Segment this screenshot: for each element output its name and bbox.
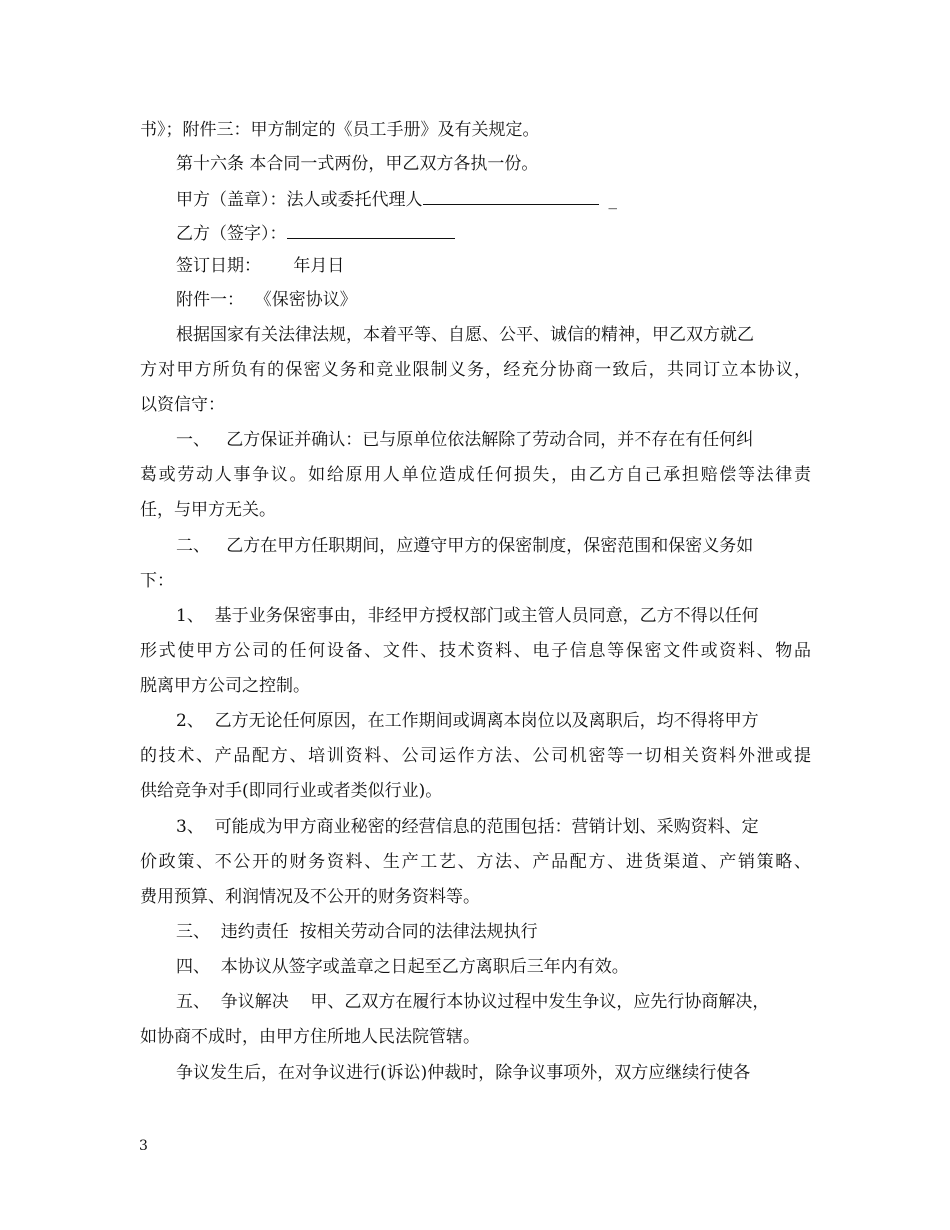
text-line: 争议发生后，在对争议进行(诉讼)仲裁时，除争议事项外，双方应继续行使各 bbox=[176, 1063, 751, 1083]
signature-line-party-b bbox=[176, 222, 455, 244]
text-line: 葛或劳动人事争议。如给原用人单位造成任何损失，由乙方自己承担赔偿等法律责 bbox=[140, 465, 811, 485]
text-line: 以资信守： bbox=[140, 395, 225, 415]
party-a-label: 甲方（盖章）：法人或委托代理人 bbox=[176, 190, 423, 210]
text-line: 1、 基于业务保密事由，非经甲方授权部门或主管人员同意，乙方不得以任何 bbox=[176, 606, 759, 626]
text-line: 书》；附件三：甲方制定的《员工手册》及有关规定。 bbox=[140, 120, 540, 140]
text-line: 任，与甲方无关。 bbox=[140, 500, 276, 520]
party-b-label: 乙方（签字）： bbox=[176, 224, 287, 244]
signing-date: 签订日期： 年月日 bbox=[176, 256, 345, 276]
signature-blank bbox=[287, 222, 455, 239]
text-line: 四、 本协议从签字或盖章之日起至乙方离职后三年内有效。 bbox=[176, 957, 629, 977]
text-line: 供给竞争对手(即同行业或者类似行业)。 bbox=[140, 781, 443, 801]
signature-line-party-a bbox=[176, 188, 617, 210]
trailing-underscore: _ bbox=[608, 190, 617, 210]
text-line: 的技术、产品配方、培训资料、公司运作方法、公司机密等一切相关资料外泄或提 bbox=[140, 746, 811, 766]
text-line: 三、 违约责任 按相关劳动合同的法律法规执行 bbox=[176, 922, 538, 942]
text-line: 五、 争议解决 甲、乙双方在履行本协议过程中发生争议，应先行协商解决， bbox=[176, 992, 770, 1012]
text-line: 脱离甲方公司之控制。 bbox=[140, 676, 310, 696]
text-line: 形式使甲方公司的任何设备、文件、技术资料、电子信息等保密文件或资料、物品 bbox=[140, 641, 811, 661]
text-line: 一、 乙方保证并确认：已与原单位依法解除了劳动合同，并不存在有任何纠 bbox=[176, 430, 754, 450]
text-line: 3、 可能成为甲方商业秘密的经营信息的范围包括：营销计划、采购资料、定 bbox=[176, 817, 759, 837]
signature-blank bbox=[423, 188, 599, 205]
text-line: 价政策、不公开的财务资料、生产工艺、方法、产品配方、进货渠道、产销策略、 bbox=[140, 852, 811, 872]
text-line: 方对甲方所负有的保密义务和竞业限制义务，经充分协商一致后，共同订立本协议， bbox=[140, 360, 811, 380]
text-line: 二、 乙方在甲方任职期间，应遵守甲方的保密制度，保密范围和保密义务如 bbox=[176, 536, 754, 556]
text-line: 如协商不成时，由甲方住所地人民法院管辖。 bbox=[140, 1027, 480, 1047]
page-number: 3 bbox=[139, 1138, 148, 1154]
text-line: 下： bbox=[140, 571, 174, 591]
text-line: 费用预算、利润情况及不公开的财务资料等。 bbox=[140, 887, 480, 907]
text-line: 第十六条 本合同一式两份，甲乙双方各执一份。 bbox=[176, 154, 539, 174]
text-line: 2、 乙方无论任何原因，在工作期间或调离本岗位以及离职后，均不得将甲方 bbox=[176, 711, 759, 731]
attachment-title: 附件一： 《保密协议》 bbox=[176, 290, 357, 310]
text-line: 根据国家有关法律法规，本着平等、自愿、公平、诚信的精神，甲乙双方就乙 bbox=[176, 325, 754, 345]
